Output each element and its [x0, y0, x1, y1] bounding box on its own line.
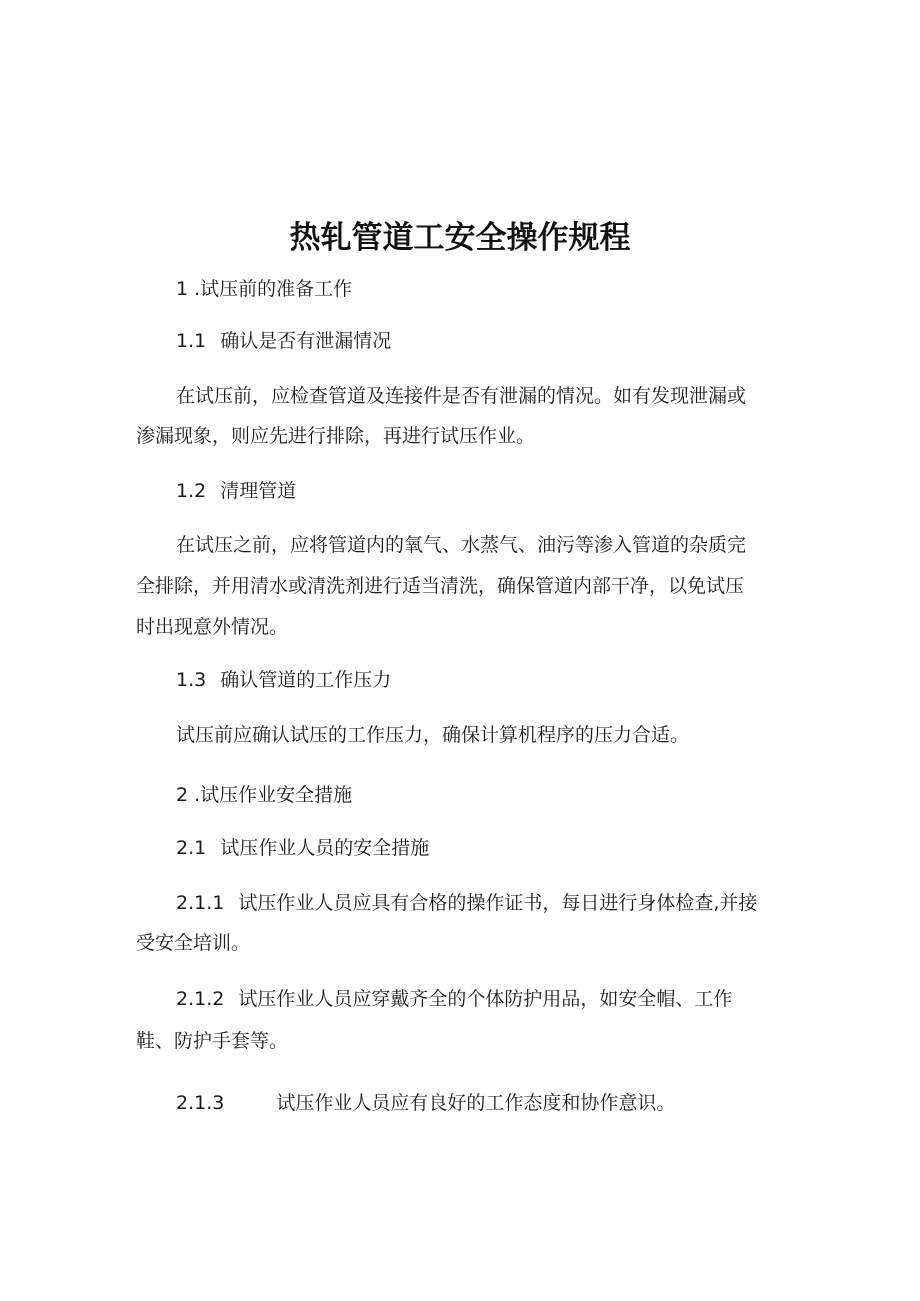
subsection-number: 1.1 [176, 330, 207, 352]
subsection-heading-1-1 [176, 327, 391, 355]
clause-text: 试压作业人员应具有合格的操作证书，每日进行身体检查,并接 [238, 892, 758, 914]
subsection-heading-2-1 [176, 834, 429, 862]
subsection-heading-1-2 [176, 477, 296, 505]
paragraph-line: 全排除，并用清水或清洗剂进行适当清洗，确保管道内部干净，以免试压 [136, 575, 745, 597]
subsection-heading-1-3 [176, 666, 391, 694]
section-heading-2 [176, 781, 352, 809]
subsection-text: 试压作业人员的安全措施 [220, 837, 430, 859]
section-text: .试压作业安全措施 [194, 784, 353, 806]
clause-2-1-1 [176, 889, 757, 917]
clause-2-1-2 [176, 985, 732, 1013]
paragraph-line: 在试压前，应检查管道及连接件是否有泄漏的情况。如有发现泄漏或 [176, 385, 747, 407]
clause-text: 试压作业人员应有良好的工作态度和协作意识。 [276, 1092, 676, 1114]
clause-2-1-3 [176, 1089, 675, 1117]
section-heading-1 [176, 275, 352, 303]
section-number: 2 [176, 784, 189, 806]
subsection-number: 1.3 [176, 669, 207, 691]
subsection-number: 2.1 [176, 837, 207, 859]
section-number: 1 [176, 278, 189, 300]
subsection-number: 1.2 [176, 480, 207, 502]
subsection-text: 确认是否有泄漏情况 [220, 330, 392, 352]
document-title: 热轧管道工安全操作规程 [289, 220, 631, 256]
clause-text: 试压作业人员应穿戴齐全的个体防护用品，如安全帽、工作 [238, 988, 733, 1010]
paragraph-line: 试压前应确认试压的工作压力，确保计算机程序的压力合适。 [176, 724, 690, 746]
clause-number: 2.1.1 [176, 892, 225, 914]
subsection-text: 确认管道的工作压力 [220, 669, 392, 691]
section-text: .试压前的准备工作 [194, 278, 353, 300]
paragraph-line: 渗漏现象，则应先进行排除，再进行试压作业。 [136, 425, 536, 447]
paragraph-line: 时出现意外情况。 [136, 616, 289, 638]
clause-number: 2.1.3 [176, 1092, 225, 1114]
subsection-text: 清理管道 [220, 480, 297, 502]
paragraph-line: 鞋、防护手套等。 [136, 1030, 289, 1052]
clause-number: 2.1.2 [176, 988, 225, 1010]
paragraph-line: 受安全培训。 [136, 932, 251, 954]
paragraph-line: 在试压之前，应将管道内的氧气、水蒸气、油污等渗入管道的杂质完 [176, 534, 747, 556]
